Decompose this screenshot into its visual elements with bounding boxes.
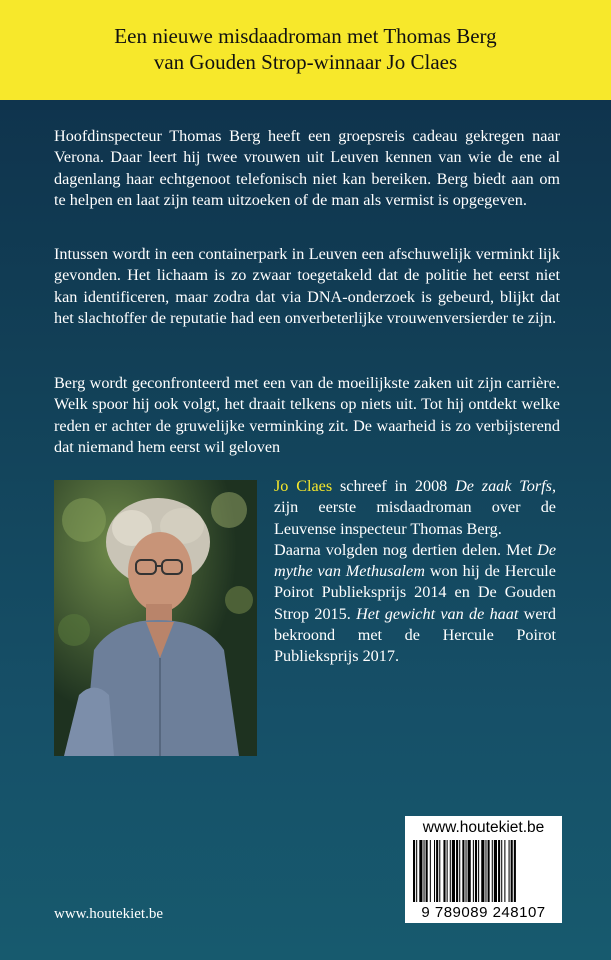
isbn-barcode-box xyxy=(405,816,562,923)
bio-text: werd bekroond met de Hercule Poirot Publieksprijs 2017. xyxy=(274,604,556,666)
bio-paragraph-1 xyxy=(274,476,556,540)
barcode-bar xyxy=(473,840,474,902)
barcode-bar xyxy=(447,840,448,902)
barcode-bar xyxy=(509,840,510,902)
book-title: Het gewicht van de haat xyxy=(356,604,519,623)
barcode-bar xyxy=(450,840,451,902)
barcode-bar xyxy=(452,840,455,902)
barcode-bar xyxy=(485,840,486,902)
barcode-bar xyxy=(478,840,479,902)
blurb-paragraph-3: Berg wordt geconfronteerd met een van de moeilijkste zaken uit zijn carrière. Welk spoor hij ook volgt, het draait telkens op niets uit. Tot hij ontdekt welke reden er achter de gruwelijke verminking zit. De waarheid is zo verbijsterend dat niemand hem eerst wil geloven xyxy=(54,374,560,456)
barcode-bar xyxy=(468,840,471,902)
book-title: De mythe van Methusalem xyxy=(274,540,556,581)
author-name: Jo Claes xyxy=(274,477,333,495)
blurb-paragraph-1: Hoofdinspecteur Thomas Berg heeft een groepsreis cadeau gekregen naar Verona. Daar leert hij twee vrouwen uit Leuven kennen van wie de ene al dagenlang haar echtgenoot telefonisch niet kan bereiken. Berg biedt aan om te helpen en laat zijn team uitzoeken of de man als vermist is opgegeven. xyxy=(54,127,560,209)
book-title: De zaak Torfs xyxy=(455,477,552,495)
barcode-bar xyxy=(462,840,464,902)
barcode-bar xyxy=(498,840,500,902)
barcode-bar xyxy=(459,840,460,902)
barcode-bar xyxy=(430,840,431,902)
bio-text: schreef in 2008 xyxy=(332,477,456,495)
barcode-bar xyxy=(424,840,425,902)
barcode-bar xyxy=(419,840,422,902)
bio-paragraph-2 xyxy=(274,540,556,668)
barcode-bar xyxy=(434,840,435,902)
barcode-bar xyxy=(426,840,428,902)
barcode-bar xyxy=(514,840,516,902)
barcode-bar xyxy=(436,840,438,902)
barcode-bar xyxy=(443,840,445,902)
author-photo-image xyxy=(54,480,257,756)
barcode-bar xyxy=(413,840,415,902)
title-banner xyxy=(0,0,611,100)
barcode-url: www.houtekiet.be xyxy=(422,819,545,836)
bio-text: , zijn eerste misdaadroman over de Leuvense inspecteur Thomas Berg. xyxy=(274,477,557,538)
blurb-paragraph-2: Intussen wordt in een containerpark in Leuven een afschuwelijk verminkt lijk gevonden. Het lichaam is zo zwaar toegetakeld dat de politie het eerst niet kan identificeren, maar zodra dat via DNA-onderzoek is gebeurd, blijkt dat het slachtoffer de reputatie had een onverbeterlijke vrouwenversierder te zijn. xyxy=(54,245,560,327)
barcode-bar xyxy=(494,840,497,902)
barcode-bar xyxy=(488,840,490,902)
barcode-bar xyxy=(511,840,513,902)
author-bio xyxy=(274,476,556,668)
barcode-bar xyxy=(501,840,502,902)
bio-text: Daarna volgden nog dertien delen. Met xyxy=(274,540,538,559)
author-photo xyxy=(54,480,257,756)
barcode-bar xyxy=(504,840,505,902)
barcode-icon xyxy=(405,838,562,904)
barcode-bar xyxy=(456,840,458,902)
banner-line-2: van Gouden Strop-winnaar Jo Claes xyxy=(153,50,458,74)
barcode-bar xyxy=(466,840,467,902)
barcode-bar xyxy=(439,840,440,902)
bio-text: won hij de Hercule Poirot Publieksprijs 2014 en De Gouden Strop 2015. xyxy=(274,562,556,623)
barcode-bar xyxy=(492,840,493,902)
barcode-bar xyxy=(416,840,417,902)
barcode-bar xyxy=(481,840,484,902)
barcode-bar xyxy=(475,840,477,902)
isbn-number: 9 789089 248107 xyxy=(421,904,546,921)
banner-line-1: Een nieuwe misdaadroman met Thomas Berg xyxy=(114,24,497,48)
footer-website: www.houtekiet.be xyxy=(54,906,163,922)
